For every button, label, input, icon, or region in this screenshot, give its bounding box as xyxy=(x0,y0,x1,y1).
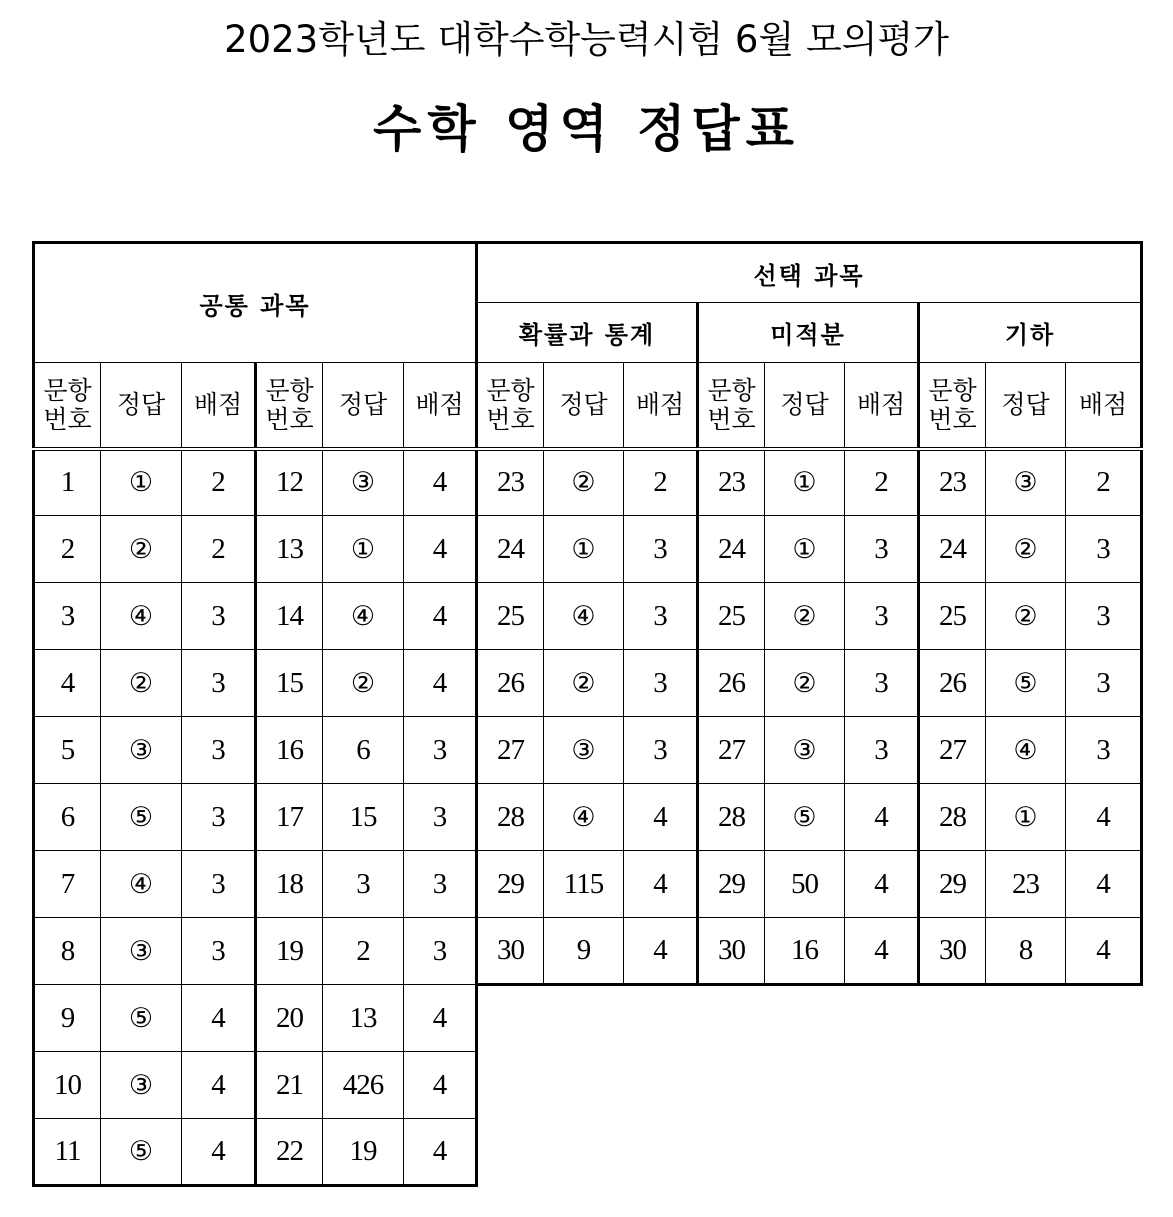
empty-cell xyxy=(765,1119,845,1186)
empty-cell xyxy=(1066,1052,1142,1119)
common-right-score: 4 xyxy=(404,1052,477,1119)
empty-cell xyxy=(624,985,698,1052)
empty-cell xyxy=(845,1052,919,1119)
common-right-score: 4 xyxy=(404,985,477,1052)
empty-cell xyxy=(986,1052,1066,1119)
common-right-answer: ④ xyxy=(323,583,404,650)
calculus-answer-header: 정답 xyxy=(765,363,845,449)
document-title: 2023학년도 대학수학능력시험 6월 모의평가 xyxy=(224,18,949,61)
common-left-answer: ① xyxy=(101,449,182,516)
common-left-answer: ④ xyxy=(101,583,182,650)
calculus-question-number: 29 xyxy=(698,851,765,918)
empty-cell xyxy=(544,1052,624,1119)
probability-score: 4 xyxy=(624,784,698,851)
empty-cell xyxy=(624,1052,698,1119)
common-left-question-number: 10 xyxy=(34,1052,101,1119)
geometry-score: 4 xyxy=(1066,851,1142,918)
answer-row xyxy=(34,717,1142,784)
answer-row xyxy=(34,784,1142,851)
common-left-score: 2 xyxy=(182,449,256,516)
geometry-question-number: 24 xyxy=(919,516,986,583)
elective-subject-header: 선택 과목 xyxy=(477,243,1142,303)
probability-question-number: 23 xyxy=(477,449,544,516)
probability-score: 3 xyxy=(624,516,698,583)
geometry-score: 3 xyxy=(1066,717,1142,784)
common-right-score: 3 xyxy=(404,918,477,985)
geometry-score: 3 xyxy=(1066,516,1142,583)
calculus-answer: 50 xyxy=(765,851,845,918)
calculus-question-number: 30 xyxy=(698,918,765,985)
empty-cell xyxy=(544,985,624,1052)
geometry-answer: ② xyxy=(986,516,1066,583)
qnum-header-line2: 번호 xyxy=(486,404,535,434)
calculus-question-number: 25 xyxy=(698,583,765,650)
common-right-question-number: 13 xyxy=(256,516,323,583)
calculus-score: 3 xyxy=(845,717,919,784)
empty-cell xyxy=(845,1119,919,1186)
common-right-score: 3 xyxy=(404,851,477,918)
calculus-answer: ② xyxy=(765,650,845,717)
answer-row xyxy=(34,985,1142,1052)
geometry-answer: ② xyxy=(986,583,1066,650)
geometry-score: 4 xyxy=(1066,784,1142,851)
empty-cell xyxy=(919,1052,986,1119)
answer-row xyxy=(34,583,1142,650)
calculus-score-header: 배점 xyxy=(845,363,919,449)
common-left-score: 3 xyxy=(182,851,256,918)
common-left-question-number: 1 xyxy=(34,449,101,516)
calculus-question-number: 23 xyxy=(698,449,765,516)
probability-answer: ② xyxy=(544,449,624,516)
empty-cell xyxy=(624,1119,698,1186)
empty-cell xyxy=(845,985,919,1052)
empty-cell xyxy=(986,1119,1066,1186)
answer-row xyxy=(34,851,1142,918)
geometry-answer-header: 정답 xyxy=(986,363,1066,449)
qnum-header-line2: 번호 xyxy=(707,404,756,434)
common-left-answer: ⑤ xyxy=(101,784,182,851)
common-left-question-number: 2 xyxy=(34,516,101,583)
geometry-question-number: 25 xyxy=(919,583,986,650)
empty-cell xyxy=(544,1119,624,1186)
calculus-score: 3 xyxy=(845,583,919,650)
empty-cell xyxy=(986,985,1066,1052)
common-right-question-number: 15 xyxy=(256,650,323,717)
common-left-score: 4 xyxy=(182,985,256,1052)
common-left-answer: ② xyxy=(101,650,182,717)
empty-cell xyxy=(477,1119,544,1186)
probability-question-number: 29 xyxy=(477,851,544,918)
qnum-header-line1: 문항 xyxy=(265,375,314,405)
calculus-answer: ⑤ xyxy=(765,784,845,851)
empty-cell xyxy=(477,985,544,1052)
common-left-score: 3 xyxy=(182,717,256,784)
probability-answer: ④ xyxy=(544,784,624,851)
common-right-answer: 6 xyxy=(323,717,404,784)
common-right-qnum-header xyxy=(256,363,323,449)
qnum-header-line2: 번호 xyxy=(43,404,92,434)
geometry-answer: ⑤ xyxy=(986,650,1066,717)
common-right-answer: 19 xyxy=(323,1119,404,1186)
geometry-answer: ④ xyxy=(986,717,1066,784)
answer-row xyxy=(34,650,1142,717)
common-right-answer: 426 xyxy=(323,1052,404,1119)
empty-cell xyxy=(765,1052,845,1119)
calculus-answer: ① xyxy=(765,516,845,583)
calculus-answer: ② xyxy=(765,583,845,650)
probability-score: 4 xyxy=(624,918,698,985)
geometry-score-header: 배점 xyxy=(1066,363,1142,449)
empty-cell xyxy=(1066,985,1142,1052)
common-right-answer: 2 xyxy=(323,918,404,985)
calculus-question-number: 24 xyxy=(698,516,765,583)
common-right-score: 4 xyxy=(404,583,477,650)
common-left-answer: ③ xyxy=(101,717,182,784)
qnum-header-line1: 문항 xyxy=(928,375,977,405)
calculus-question-number: 28 xyxy=(698,784,765,851)
probability-score: 3 xyxy=(624,583,698,650)
common-right-score: 4 xyxy=(404,516,477,583)
common-left-score: 4 xyxy=(182,1119,256,1186)
calculus-qnum-header xyxy=(698,363,765,449)
calculus-score: 3 xyxy=(845,650,919,717)
empty-cell xyxy=(698,985,765,1052)
geometry-question-number: 23 xyxy=(919,449,986,516)
probability-question-number: 27 xyxy=(477,717,544,784)
common-left-question-number: 4 xyxy=(34,650,101,717)
geometry-question-number: 27 xyxy=(919,717,986,784)
qnum-header-line1: 문항 xyxy=(707,375,756,405)
empty-cell xyxy=(698,1052,765,1119)
common-right-question-number: 19 xyxy=(256,918,323,985)
common-left-score: 2 xyxy=(182,516,256,583)
calculus-score: 2 xyxy=(845,449,919,516)
common-right-score: 4 xyxy=(404,449,477,516)
probability-score: 4 xyxy=(624,851,698,918)
common-left-score: 3 xyxy=(182,784,256,851)
empty-cell xyxy=(1066,1119,1142,1186)
common-left-question-number: 8 xyxy=(34,918,101,985)
answer-row xyxy=(34,516,1142,583)
geometry-answer: 23 xyxy=(986,851,1066,918)
common-left-answer-header: 정답 xyxy=(101,363,182,449)
calculus-answer: 16 xyxy=(765,918,845,985)
common-left-score: 3 xyxy=(182,583,256,650)
empty-cell xyxy=(919,985,986,1052)
geometry-score: 3 xyxy=(1066,583,1142,650)
geometry-question-number: 28 xyxy=(919,784,986,851)
common-left-question-number: 3 xyxy=(34,583,101,650)
probability-question-number: 30 xyxy=(477,918,544,985)
common-left-answer: ② xyxy=(101,516,182,583)
answer-row xyxy=(34,449,1142,516)
geometry-answer: 8 xyxy=(986,918,1066,985)
calculus-header: 미적분 xyxy=(698,303,919,363)
common-right-question-number: 18 xyxy=(256,851,323,918)
calculus-question-number: 26 xyxy=(698,650,765,717)
answer-row xyxy=(34,918,1142,985)
probability-answer: 9 xyxy=(544,918,624,985)
probability-answer: ② xyxy=(544,650,624,717)
common-left-score: 3 xyxy=(182,650,256,717)
common-right-question-number: 22 xyxy=(256,1119,323,1186)
common-right-score-header: 배점 xyxy=(404,363,477,449)
common-right-answer: ② xyxy=(323,650,404,717)
common-right-answer-header: 정답 xyxy=(323,363,404,449)
geometry-qnum-header xyxy=(919,363,986,449)
probability-score-header: 배점 xyxy=(624,363,698,449)
probability-answer: ④ xyxy=(544,583,624,650)
common-left-question-number: 6 xyxy=(34,784,101,851)
probability-question-number: 24 xyxy=(477,516,544,583)
common-right-answer: 15 xyxy=(323,784,404,851)
common-right-question-number: 12 xyxy=(256,449,323,516)
common-left-qnum-header xyxy=(34,363,101,449)
probability-answer: ③ xyxy=(544,717,624,784)
probability-question-number: 25 xyxy=(477,583,544,650)
probability-answer: 115 xyxy=(544,851,624,918)
geometry-question-number: 26 xyxy=(919,650,986,717)
probability-score: 3 xyxy=(624,650,698,717)
common-left-score-header: 배점 xyxy=(182,363,256,449)
calculus-score: 4 xyxy=(845,918,919,985)
geometry-score: 3 xyxy=(1066,650,1142,717)
common-right-question-number: 17 xyxy=(256,784,323,851)
probability-statistics-header: 확률과 통계 xyxy=(477,303,698,363)
geometry-answer: ① xyxy=(986,784,1066,851)
answer-row xyxy=(34,1119,1142,1186)
calculus-answer: ① xyxy=(765,449,845,516)
probability-score: 3 xyxy=(624,717,698,784)
geometry-score: 4 xyxy=(1066,918,1142,985)
common-right-score: 3 xyxy=(404,784,477,851)
empty-cell xyxy=(765,985,845,1052)
geometry-score: 2 xyxy=(1066,449,1142,516)
common-left-answer: ⑤ xyxy=(101,985,182,1052)
common-right-question-number: 14 xyxy=(256,583,323,650)
common-left-question-number: 5 xyxy=(34,717,101,784)
common-left-answer: ④ xyxy=(101,851,182,918)
common-left-answer: ③ xyxy=(101,1052,182,1119)
common-left-answer: ③ xyxy=(101,918,182,985)
common-left-score: 3 xyxy=(182,918,256,985)
common-right-answer: 13 xyxy=(323,985,404,1052)
common-left-score: 4 xyxy=(182,1052,256,1119)
calculus-score: 3 xyxy=(845,516,919,583)
common-right-score: 3 xyxy=(404,717,477,784)
geometry-question-number: 30 xyxy=(919,918,986,985)
common-left-question-number: 11 xyxy=(34,1119,101,1186)
common-subject-header: 공통 과목 xyxy=(34,243,477,363)
calculus-score: 4 xyxy=(845,851,919,918)
common-left-question-number: 7 xyxy=(34,851,101,918)
document-subtitle: 수학 영역 정답표 xyxy=(373,100,800,158)
common-right-answer: 3 xyxy=(323,851,404,918)
calculus-score: 4 xyxy=(845,784,919,851)
geometry-answer: ③ xyxy=(986,449,1066,516)
qnum-header-line2: 번호 xyxy=(928,404,977,434)
empty-cell xyxy=(698,1119,765,1186)
common-left-answer: ⑤ xyxy=(101,1119,182,1186)
probability-answer-header: 정답 xyxy=(544,363,624,449)
geometry-question-number: 29 xyxy=(919,851,986,918)
qnum-header-line1: 문항 xyxy=(43,375,92,405)
probability-answer: ① xyxy=(544,516,624,583)
probability-question-number: 26 xyxy=(477,650,544,717)
qnum-header-line2: 번호 xyxy=(265,404,314,434)
calculus-answer: ③ xyxy=(765,717,845,784)
common-right-score: 4 xyxy=(404,1119,477,1186)
geometry-header: 기하 xyxy=(919,303,1142,363)
common-right-answer: ① xyxy=(323,516,404,583)
qnum-header-line1: 문항 xyxy=(486,375,535,405)
common-right-question-number: 21 xyxy=(256,1052,323,1119)
common-right-question-number: 16 xyxy=(256,717,323,784)
probability-qnum-header xyxy=(477,363,544,449)
answer-table xyxy=(32,241,1143,1187)
common-right-question-number: 20 xyxy=(256,985,323,1052)
empty-cell xyxy=(477,1052,544,1119)
common-left-question-number: 9 xyxy=(34,985,101,1052)
common-right-score: 4 xyxy=(404,650,477,717)
probability-score: 2 xyxy=(624,449,698,516)
common-right-answer: ③ xyxy=(323,449,404,516)
probability-question-number: 28 xyxy=(477,784,544,851)
answer-row xyxy=(34,1052,1142,1119)
calculus-question-number: 27 xyxy=(698,717,765,784)
empty-cell xyxy=(919,1119,986,1186)
